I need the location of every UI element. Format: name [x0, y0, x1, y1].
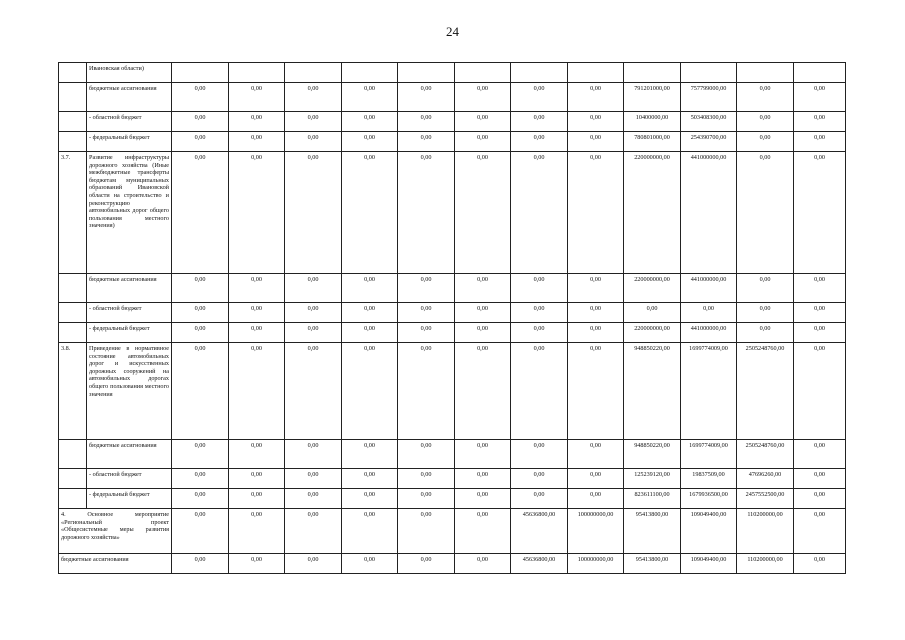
- value-cell: 254390700,00: [681, 132, 737, 152]
- value-cell: 0,00: [794, 323, 846, 343]
- value-cell: 0,00: [285, 274, 342, 303]
- row-label: Ивановская области): [87, 63, 172, 83]
- value-cell: 0,00: [229, 489, 285, 509]
- value-cell: 757799000,00: [681, 83, 737, 112]
- value-cell: 0,00: [455, 469, 511, 489]
- value-cell: 0,00: [794, 274, 846, 303]
- value-cell: 0,00: [172, 343, 229, 440]
- value-cell: 948850220,00: [624, 343, 681, 440]
- value-cell: 0,00: [794, 303, 846, 323]
- value-cell: 0,00: [794, 554, 846, 574]
- row-code: [59, 83, 87, 112]
- value-cell: [511, 63, 568, 83]
- row-code: 3.8.: [59, 343, 87, 440]
- value-cell: 0,00: [568, 83, 624, 112]
- value-cell: 0,00: [342, 83, 398, 112]
- value-cell: 0,00: [568, 440, 624, 469]
- row-code: [59, 323, 87, 343]
- value-cell: 791201000,00: [624, 83, 681, 112]
- value-cell: 109049400,00: [681, 509, 737, 554]
- value-cell: 0,00: [229, 469, 285, 489]
- value-cell: 125239120,00: [624, 469, 681, 489]
- value-cell: 0,00: [455, 132, 511, 152]
- value-cell: 0,00: [285, 303, 342, 323]
- row-label: 4. Основное мероприятие «Региональный проект «Общесистемные меры развития дорожного хозяйства»: [59, 509, 172, 554]
- table-row: [59, 132, 846, 152]
- table-row: [59, 274, 846, 303]
- row-label: - областной бюджет: [87, 112, 172, 132]
- value-cell: 19837509,00: [681, 469, 737, 489]
- table-row: [59, 303, 846, 323]
- value-cell: 0,00: [794, 112, 846, 132]
- value-cell: 0,00: [398, 469, 455, 489]
- value-cell: 109049400,00: [681, 554, 737, 574]
- row-label: - областной бюджет: [87, 303, 172, 323]
- value-cell: 0,00: [455, 509, 511, 554]
- value-cell: 0,00: [455, 152, 511, 274]
- value-cell: 0,00: [455, 489, 511, 509]
- value-cell: 0,00: [229, 132, 285, 152]
- value-cell: 0,00: [737, 303, 794, 323]
- table-body: [59, 63, 846, 574]
- value-cell: 0,00: [737, 152, 794, 274]
- row-label: Приведение в нормативное состояние автомобильных дорог и искусственных дорожных сооружений на автомобильных дорогах общего пользования местного значения: [87, 343, 172, 440]
- table-row: [59, 440, 846, 469]
- value-cell: 0,00: [172, 303, 229, 323]
- value-cell: 0,00: [398, 132, 455, 152]
- value-cell: 0,00: [398, 343, 455, 440]
- value-cell: 0,00: [794, 83, 846, 112]
- value-cell: 0,00: [229, 303, 285, 323]
- table-row: [59, 152, 846, 274]
- row-label: бюджетные ассигнования: [87, 83, 172, 112]
- value-cell: 0,00: [342, 469, 398, 489]
- row-label: - областной бюджет: [87, 469, 172, 489]
- value-cell: [172, 63, 229, 83]
- value-cell: 0,00: [172, 132, 229, 152]
- value-cell: 0,00: [229, 83, 285, 112]
- value-cell: 0,00: [794, 509, 846, 554]
- value-cell: [568, 63, 624, 83]
- value-cell: 0,00: [229, 112, 285, 132]
- value-cell: 100000000,00: [568, 509, 624, 554]
- value-cell: 0,00: [455, 343, 511, 440]
- value-cell: 0,00: [794, 469, 846, 489]
- table-row: [59, 489, 846, 509]
- value-cell: [285, 63, 342, 83]
- value-cell: [624, 63, 681, 83]
- value-cell: 0,00: [455, 303, 511, 323]
- value-cell: 0,00: [794, 132, 846, 152]
- value-cell: 0,00: [398, 509, 455, 554]
- page-number: 24: [446, 24, 459, 39]
- value-cell: 0,00: [737, 112, 794, 132]
- value-cell: 0,00: [285, 132, 342, 152]
- value-cell: 0,00: [285, 509, 342, 554]
- row-label: бюджетные ассигнования: [87, 274, 172, 303]
- value-cell: 100000000,00: [568, 554, 624, 574]
- value-cell: 1699774009,00: [681, 343, 737, 440]
- table-row: [59, 112, 846, 132]
- value-cell: 220000000,00: [624, 274, 681, 303]
- value-cell: [681, 63, 737, 83]
- value-cell: [794, 63, 846, 83]
- value-cell: 0,00: [172, 509, 229, 554]
- value-cell: 47696260,00: [737, 469, 794, 489]
- value-cell: 823611100,00: [624, 489, 681, 509]
- value-cell: 0,00: [229, 509, 285, 554]
- value-cell: 0,00: [229, 343, 285, 440]
- value-cell: 0,00: [342, 152, 398, 274]
- value-cell: 0,00: [172, 323, 229, 343]
- value-cell: 0,00: [794, 440, 846, 469]
- value-cell: 0,00: [229, 554, 285, 574]
- value-cell: 0,00: [794, 343, 846, 440]
- value-cell: 0,00: [511, 152, 568, 274]
- row-label: Развитие инфраструктуры дорожного хозяйства (Иные межбюджетные трансферты бюджетам муниципальных образований Ивановской области на строительство и реконструкцию автомобильных дорог общего пользования местного значения): [87, 152, 172, 274]
- value-cell: 0,00: [568, 323, 624, 343]
- value-cell: 0,00: [398, 83, 455, 112]
- value-cell: 0,00: [455, 554, 511, 574]
- table-row: [59, 554, 846, 574]
- value-cell: 0,00: [455, 112, 511, 132]
- value-cell: 503408300,00: [681, 112, 737, 132]
- value-cell: 0,00: [737, 83, 794, 112]
- value-cell: 0,00: [172, 152, 229, 274]
- row-code: [59, 469, 87, 489]
- value-cell: 0,00: [342, 323, 398, 343]
- value-cell: 0,00: [172, 489, 229, 509]
- value-cell: 0,00: [285, 469, 342, 489]
- row-code: [59, 112, 87, 132]
- value-cell: 0,00: [737, 323, 794, 343]
- table-row: [59, 343, 846, 440]
- value-cell: 0,00: [285, 152, 342, 274]
- value-cell: 0,00: [342, 509, 398, 554]
- value-cell: 0,00: [624, 303, 681, 323]
- value-cell: 0,00: [511, 303, 568, 323]
- value-cell: 1699774009,00: [681, 440, 737, 469]
- value-cell: 10400000,00: [624, 112, 681, 132]
- value-cell: 0,00: [172, 274, 229, 303]
- value-cell: 0,00: [681, 303, 737, 323]
- value-cell: [737, 63, 794, 83]
- value-cell: 0,00: [737, 274, 794, 303]
- value-cell: 95413800,00: [624, 509, 681, 554]
- value-cell: 0,00: [398, 323, 455, 343]
- value-cell: 0,00: [342, 554, 398, 574]
- row-code: [59, 274, 87, 303]
- value-cell: 0,00: [737, 132, 794, 152]
- value-cell: 0,00: [342, 440, 398, 469]
- value-cell: 2457552500,00: [737, 489, 794, 509]
- value-cell: 0,00: [172, 112, 229, 132]
- value-cell: 0,00: [398, 489, 455, 509]
- value-cell: 0,00: [285, 112, 342, 132]
- value-cell: 0,00: [342, 343, 398, 440]
- value-cell: 948850220,00: [624, 440, 681, 469]
- value-cell: 0,00: [285, 440, 342, 469]
- value-cell: 0,00: [511, 132, 568, 152]
- value-cell: 0,00: [229, 323, 285, 343]
- value-cell: 1679936500,00: [681, 489, 737, 509]
- value-cell: 0,00: [398, 554, 455, 574]
- row-code: [59, 303, 87, 323]
- value-cell: 45636800,00: [511, 509, 568, 554]
- value-cell: 441000000,00: [681, 274, 737, 303]
- value-cell: 0,00: [342, 274, 398, 303]
- value-cell: [342, 63, 398, 83]
- value-cell: 0,00: [568, 274, 624, 303]
- row-code: [59, 132, 87, 152]
- value-cell: 0,00: [794, 489, 846, 509]
- value-cell: 0,00: [342, 132, 398, 152]
- value-cell: 0,00: [511, 323, 568, 343]
- table-row: [59, 63, 846, 83]
- value-cell: 0,00: [172, 83, 229, 112]
- row-code: 3.7.: [59, 152, 87, 274]
- value-cell: 0,00: [229, 152, 285, 274]
- table-row: [59, 323, 846, 343]
- value-cell: 0,00: [511, 343, 568, 440]
- value-cell: 0,00: [229, 440, 285, 469]
- value-cell: 0,00: [342, 303, 398, 323]
- value-cell: 0,00: [568, 132, 624, 152]
- value-cell: 0,00: [568, 152, 624, 274]
- value-cell: 0,00: [568, 303, 624, 323]
- value-cell: 220000000,00: [624, 152, 681, 274]
- table-row: [59, 469, 846, 489]
- value-cell: 0,00: [342, 112, 398, 132]
- value-cell: 0,00: [285, 489, 342, 509]
- value-cell: 0,00: [398, 303, 455, 323]
- row-label: бюджетные ассигнования: [87, 440, 172, 469]
- row-label: - федеральный бюджет: [87, 489, 172, 509]
- value-cell: 45636800,00: [511, 554, 568, 574]
- row-code: [59, 63, 87, 83]
- value-cell: 780801000,00: [624, 132, 681, 152]
- value-cell: 0,00: [172, 440, 229, 469]
- value-cell: 0,00: [568, 343, 624, 440]
- row-label: - федеральный бюджет: [87, 323, 172, 343]
- table-row: [59, 83, 846, 112]
- value-cell: 0,00: [398, 152, 455, 274]
- value-cell: 0,00: [172, 469, 229, 489]
- budget-table: [58, 62, 846, 574]
- value-cell: 110200000,00: [737, 509, 794, 554]
- value-cell: 0,00: [511, 83, 568, 112]
- value-cell: 0,00: [455, 274, 511, 303]
- row-code: [59, 489, 87, 509]
- value-cell: 0,00: [398, 274, 455, 303]
- value-cell: 0,00: [285, 323, 342, 343]
- value-cell: 0,00: [568, 489, 624, 509]
- value-cell: 110200000,00: [737, 554, 794, 574]
- value-cell: 0,00: [342, 489, 398, 509]
- value-cell: 0,00: [455, 83, 511, 112]
- row-label: бюджетные ассигнования: [59, 554, 172, 574]
- value-cell: 0,00: [398, 112, 455, 132]
- value-cell: 0,00: [794, 152, 846, 274]
- value-cell: 0,00: [511, 274, 568, 303]
- value-cell: 0,00: [229, 274, 285, 303]
- value-cell: 0,00: [511, 112, 568, 132]
- value-cell: 220000000,00: [624, 323, 681, 343]
- value-cell: [455, 63, 511, 83]
- value-cell: 0,00: [568, 469, 624, 489]
- value-cell: 0,00: [568, 112, 624, 132]
- value-cell: 0,00: [511, 489, 568, 509]
- value-cell: [229, 63, 285, 83]
- value-cell: 95413800,00: [624, 554, 681, 574]
- value-cell: 0,00: [285, 83, 342, 112]
- value-cell: 0,00: [285, 554, 342, 574]
- value-cell: [398, 63, 455, 83]
- value-cell: 0,00: [398, 440, 455, 469]
- value-cell: 0,00: [455, 323, 511, 343]
- value-cell: 0,00: [511, 469, 568, 489]
- value-cell: 441000000,00: [681, 323, 737, 343]
- value-cell: 2505248760,00: [737, 440, 794, 469]
- value-cell: 0,00: [511, 440, 568, 469]
- table-row: [59, 509, 846, 554]
- value-cell: 0,00: [172, 554, 229, 574]
- value-cell: 2505248760,00: [737, 343, 794, 440]
- value-cell: 0,00: [455, 440, 511, 469]
- value-cell: 0,00: [285, 343, 342, 440]
- row-code: [59, 440, 87, 469]
- row-label: - федеральный бюджет: [87, 132, 172, 152]
- value-cell: 441000000,00: [681, 152, 737, 274]
